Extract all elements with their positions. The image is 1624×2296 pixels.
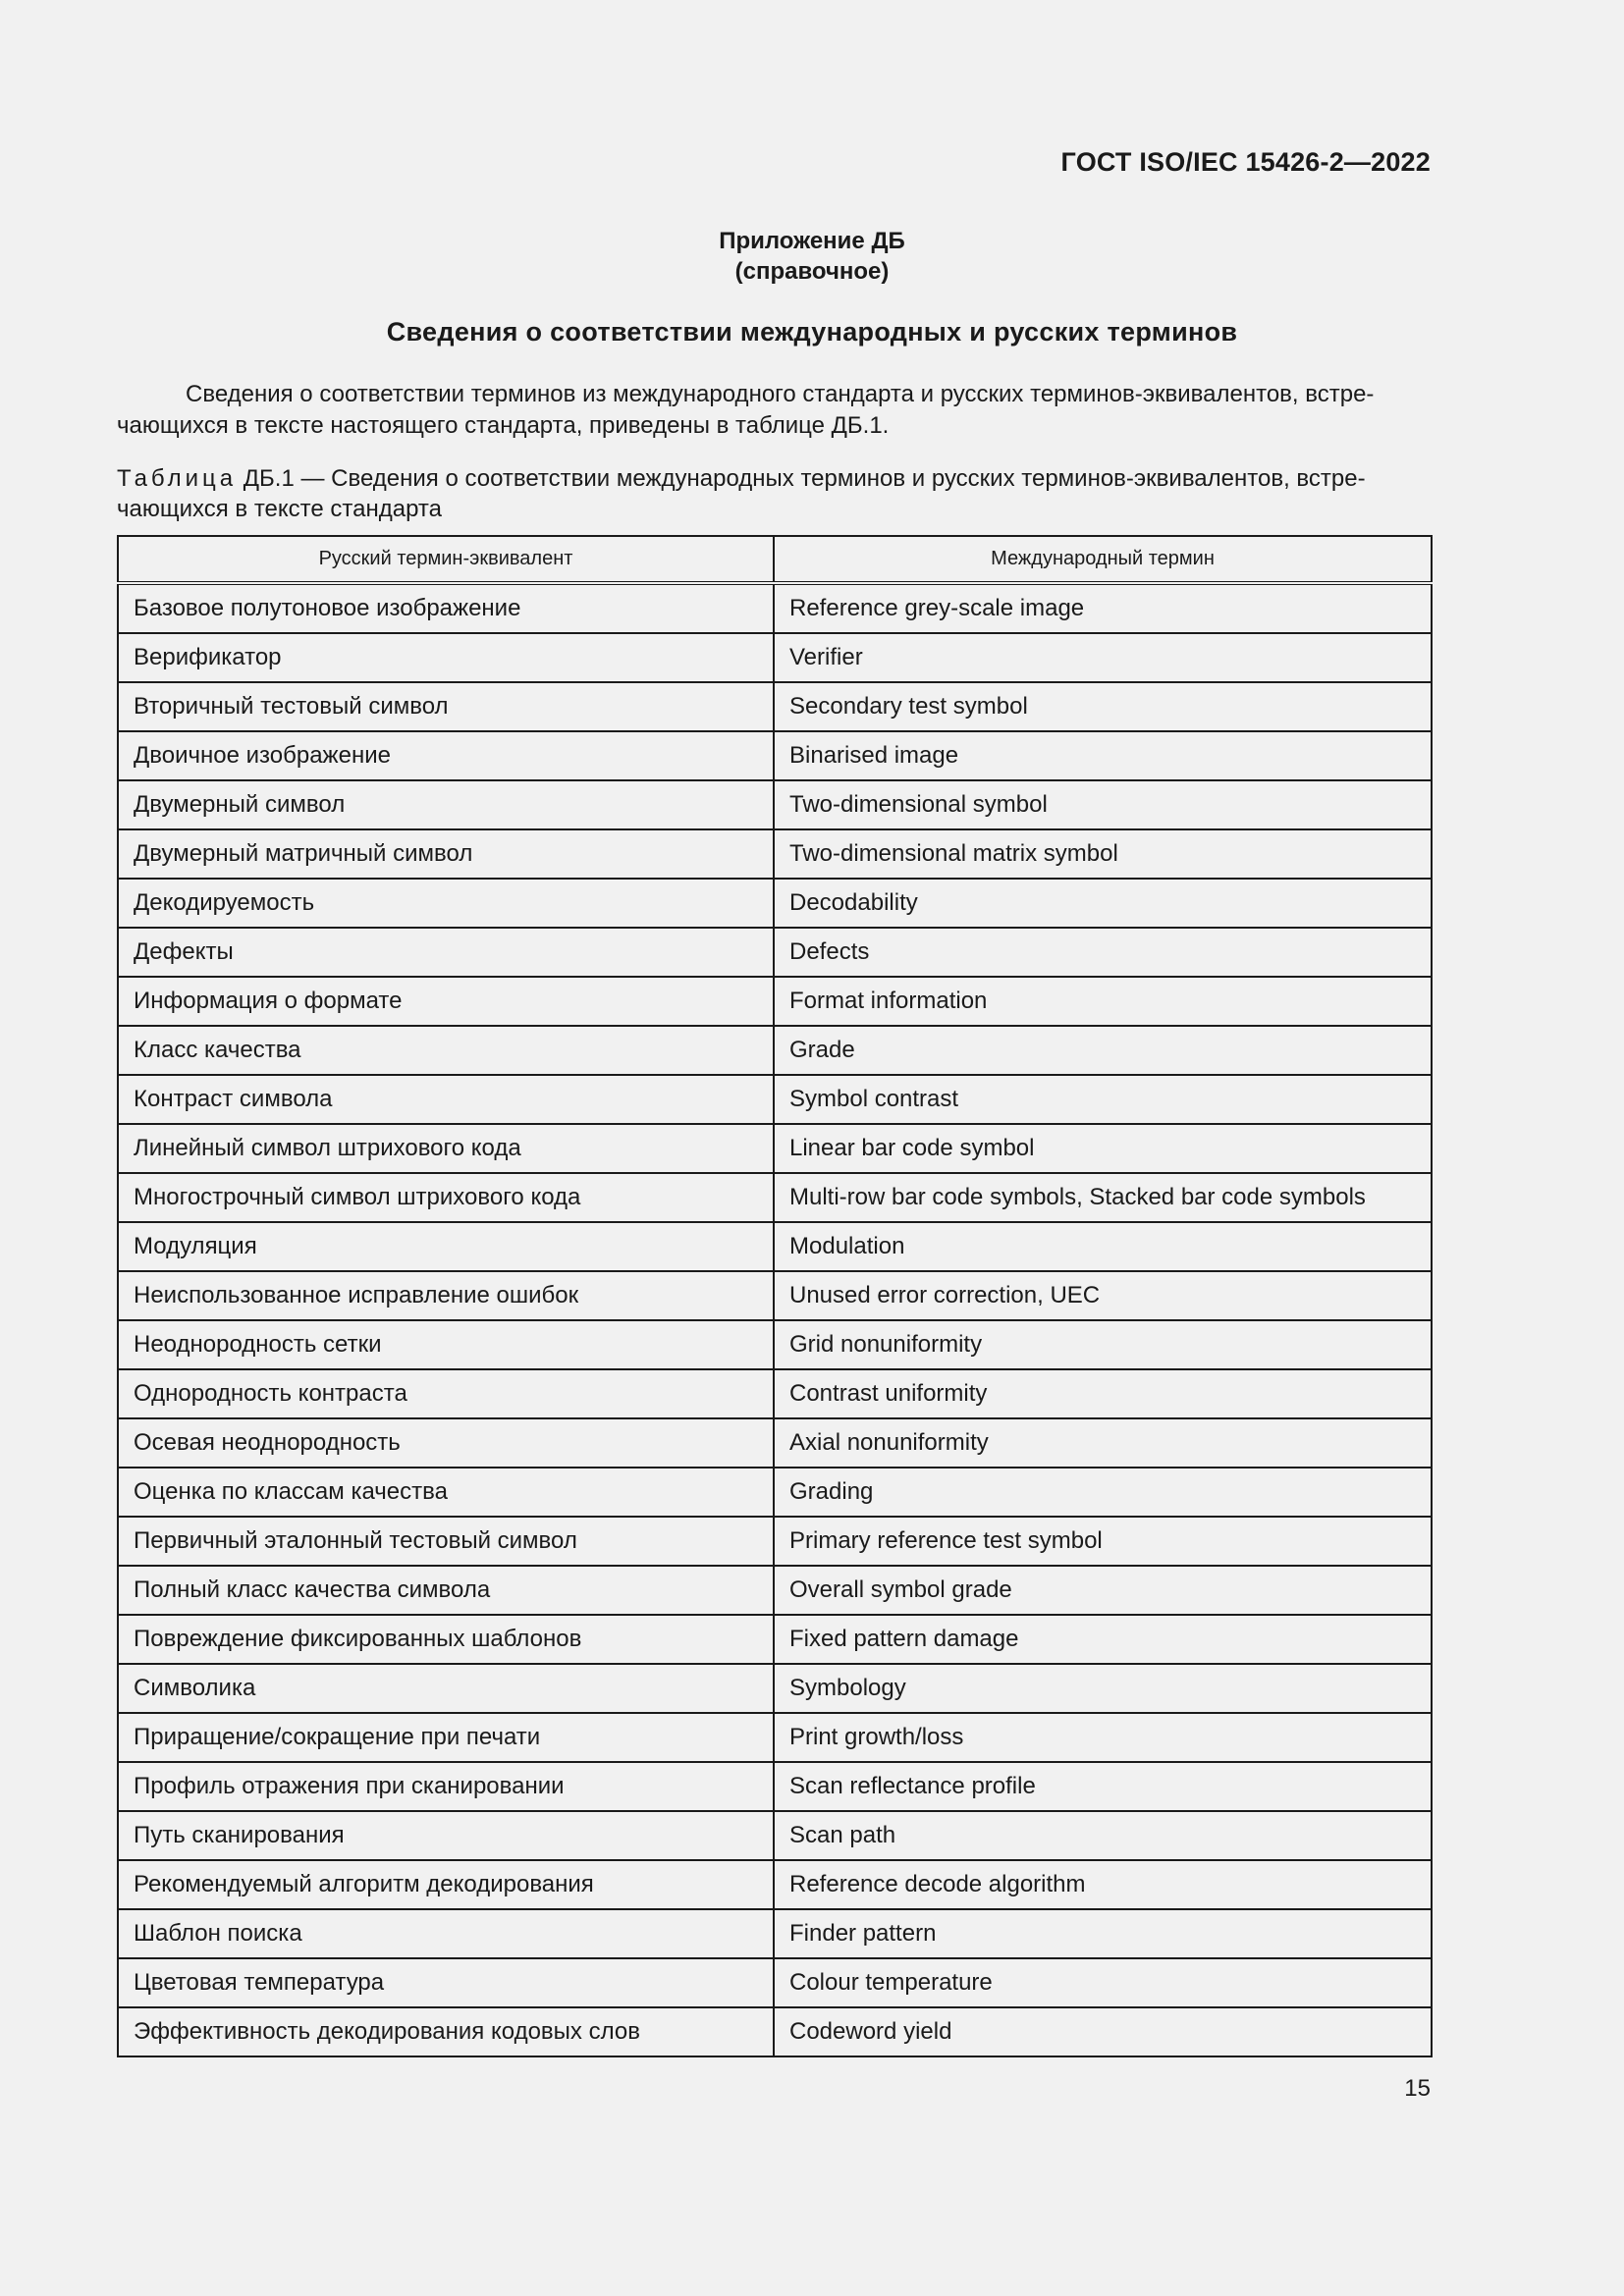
russian-term-cell: Неиспользованное исправление ошибок [118, 1271, 774, 1320]
international-term-cell: Decodability [774, 879, 1432, 928]
table-row [118, 1271, 1432, 1320]
russian-term-cell: Повреждение фиксированных шаблонов [118, 1615, 774, 1664]
table-caption-line-1 [117, 463, 1431, 494]
table-row [118, 1369, 1432, 1418]
table-row [118, 1124, 1432, 1173]
russian-term-cell: Верификатор [118, 633, 774, 682]
intro-paragraph [117, 379, 1431, 442]
table-body [118, 583, 1432, 2056]
international-term-cell: Symbology [774, 1664, 1432, 1713]
international-term-cell: Linear bar code symbol [774, 1124, 1432, 1173]
russian-term-cell: Дефекты [118, 928, 774, 977]
column-header-international: Международный термин [774, 536, 1432, 583]
russian-term-cell: Первичный эталонный тестовый символ [118, 1517, 774, 1566]
international-term-cell: Two-dimensional symbol [774, 780, 1432, 829]
international-term-cell: Two-dimensional matrix symbol [774, 829, 1432, 879]
international-term-cell: Finder pattern [774, 1909, 1432, 1958]
table-row [118, 731, 1432, 780]
international-term-cell: Unused error correction, UEC [774, 1271, 1432, 1320]
russian-term-cell: Цветовая температура [118, 1958, 774, 2007]
table-row [118, 1026, 1432, 1075]
standard-code: ГОСТ ISO/IEC 15426-2—2022 [1060, 147, 1431, 177]
international-term-cell: Primary reference test symbol [774, 1517, 1432, 1566]
column-header-russian: Русский термин-эквивалент [118, 536, 774, 583]
russian-term-cell: Символика [118, 1664, 774, 1713]
international-term-cell: Grading [774, 1468, 1432, 1517]
international-term-cell: Axial nonuniformity [774, 1418, 1432, 1468]
international-term-cell: Scan reflectance profile [774, 1762, 1432, 1811]
table-header-row [118, 536, 1432, 583]
table-caption [117, 463, 1431, 524]
russian-term-cell: Базовое полутоновое изображение [118, 583, 774, 633]
annex-title: Приложение ДБ [719, 228, 905, 254]
table-row [118, 780, 1432, 829]
international-term-cell: Grid nonuniformity [774, 1320, 1432, 1369]
russian-term-cell: Полный класс качества символа [118, 1566, 774, 1615]
international-term-cell: Reference decode algorithm [774, 1860, 1432, 1909]
table-row [118, 633, 1432, 682]
terms-table [117, 535, 1433, 2057]
table-caption-label: Таблица [117, 465, 238, 492]
international-term-cell: Fixed pattern damage [774, 1615, 1432, 1664]
section-title: Сведения о соответствии международных и русских терминов [386, 317, 1238, 347]
table-row [118, 977, 1432, 1026]
table-row [118, 1222, 1432, 1271]
international-term-cell: Modulation [774, 1222, 1432, 1271]
russian-term-cell: Путь сканирования [118, 1811, 774, 1860]
russian-term-cell: Двумерный символ [118, 780, 774, 829]
annex-heading [0, 226, 1624, 287]
russian-term-cell: Рекомендуемый алгоритм декодирования [118, 1860, 774, 1909]
international-term-cell: Verifier [774, 633, 1432, 682]
international-term-cell: Colour temperature [774, 1958, 1432, 2007]
intro-line-2: чающихся в тексте настоящего стандарта, приведены в таблице ДБ.1. [117, 412, 890, 439]
russian-term-cell: Эффективность декодирования кодовых слов [118, 2007, 774, 2056]
international-term-cell: Symbol contrast [774, 1075, 1432, 1124]
russian-term-cell: Линейный символ штрихового кода [118, 1124, 774, 1173]
annex-subtitle: (справочное) [734, 258, 890, 285]
international-term-cell: Contrast uniformity [774, 1369, 1432, 1418]
table-row [118, 1615, 1432, 1664]
russian-term-cell: Осевая неоднородность [118, 1418, 774, 1468]
table-row [118, 1664, 1432, 1713]
international-term-cell: Scan path [774, 1811, 1432, 1860]
international-term-cell: Reference grey-scale image [774, 583, 1432, 633]
international-term-cell: Secondary test symbol [774, 682, 1432, 731]
intro-line-1: Сведения о соответствии терминов из международного стандарта и русских терминов-эквивалентов, встре- [186, 381, 1375, 407]
russian-term-cell: Контраст символа [118, 1075, 774, 1124]
russian-term-cell: Однородность контраста [118, 1369, 774, 1418]
russian-term-cell: Информация о формате [118, 977, 774, 1026]
table-row [118, 1468, 1432, 1517]
international-term-cell: Binarised image [774, 731, 1432, 780]
table-row [118, 829, 1432, 879]
international-term-cell: Format information [774, 977, 1432, 1026]
international-term-cell: Multi-row bar code symbols, Stacked bar code symbols [774, 1173, 1432, 1222]
russian-term-cell: Вторичный тестовый символ [118, 682, 774, 731]
russian-term-cell: Класс качества [118, 1026, 774, 1075]
page-number: 15 [1404, 2075, 1431, 2102]
table-row [118, 1958, 1432, 2007]
table-row [118, 682, 1432, 731]
table-row [118, 1075, 1432, 1124]
table-row [118, 1713, 1432, 1762]
international-term-cell: Print growth/loss [774, 1713, 1432, 1762]
table-row [118, 1909, 1432, 1958]
russian-term-cell: Двоичное изображение [118, 731, 774, 780]
table-caption-line-2: чающихся в тексте стандарта [117, 496, 442, 522]
table-row [118, 1860, 1432, 1909]
russian-term-cell: Многострочный символ штрихового кода [118, 1173, 774, 1222]
russian-term-cell: Оценка по классам качества [118, 1468, 774, 1517]
table-row [118, 1173, 1432, 1222]
table-row [118, 1762, 1432, 1811]
russian-term-cell: Приращение/сокращение при печати [118, 1713, 774, 1762]
table-row [118, 1811, 1432, 1860]
international-term-cell: Defects [774, 928, 1432, 977]
table-row [118, 928, 1432, 977]
table-row [118, 1517, 1432, 1566]
table-row [118, 879, 1432, 928]
russian-term-cell: Шаблон поиска [118, 1909, 774, 1958]
russian-term-cell: Декодируемость [118, 879, 774, 928]
russian-term-cell: Модуляция [118, 1222, 774, 1271]
international-term-cell: Grade [774, 1026, 1432, 1075]
international-term-cell: Overall symbol grade [774, 1566, 1432, 1615]
table-caption-text: ДБ.1 — Сведения о соответствии международных терминов и русских терминов-эквивалентов, встре- [237, 465, 1366, 492]
table-row [118, 1566, 1432, 1615]
table-row [118, 1418, 1432, 1468]
table-row [118, 2007, 1432, 2056]
russian-term-cell: Профиль отражения при сканировании [118, 1762, 774, 1811]
russian-term-cell: Двумерный матричный символ [118, 829, 774, 879]
russian-term-cell: Неоднородность сетки [118, 1320, 774, 1369]
table-row [118, 583, 1432, 633]
table-row [118, 1320, 1432, 1369]
international-term-cell: Codeword yield [774, 2007, 1432, 2056]
